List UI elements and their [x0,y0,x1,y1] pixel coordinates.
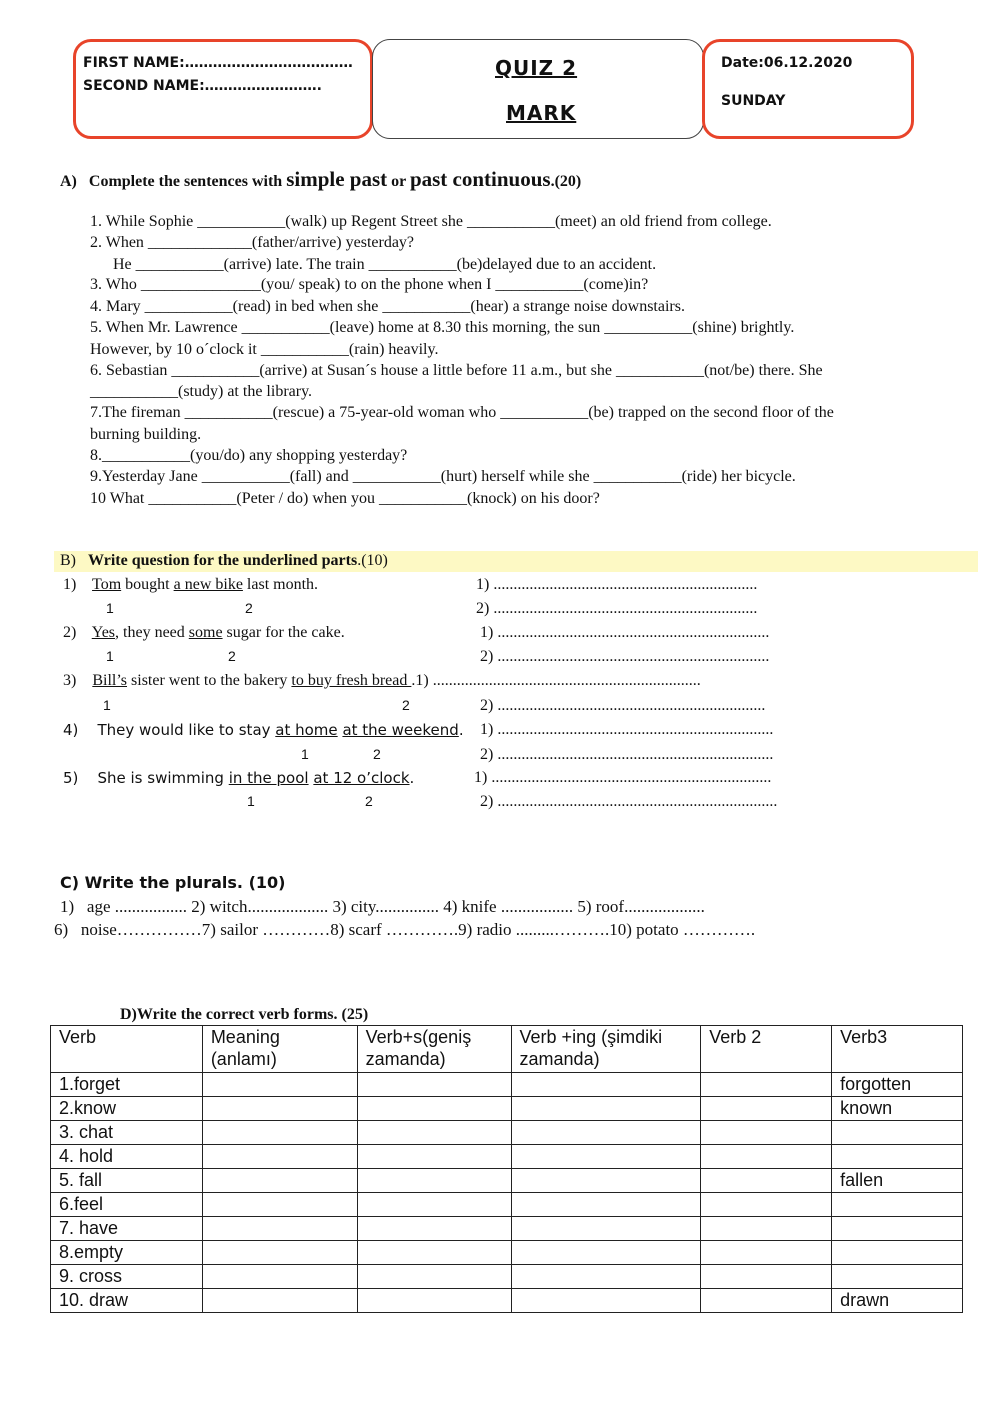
verb-ing-cell[interactable] [511,1193,701,1217]
date-text: Date:06.12.2020 [721,55,853,71]
verb2-cell[interactable] [701,1097,832,1121]
c-line-1-num: 1) [60,897,75,916]
b-item-2-u1: Yes [91,624,116,641]
b-item-1-s4: last month. [242,576,319,593]
b-item-4-num: 4) [63,721,79,739]
table-row [51,1241,963,1265]
verb3-cell[interactable] [832,1265,963,1289]
b-item-5-s4: . [409,769,415,787]
verb-s-cell[interactable] [357,1169,511,1193]
a-line-11: burning building. [90,426,202,443]
section-b-points: .(10) [357,552,388,569]
date-box [702,39,914,139]
b-item-5-u2: at 12 o’clock [313,769,410,787]
table-row [51,1193,963,1217]
b-item-3-answer-2[interactable]: 2) ................................................................... [480,697,766,714]
verb-cell: 3. chat [51,1121,203,1145]
header-meaning: Meaning (anlamı) [202,1026,357,1073]
b-item-2-u2: some [188,624,223,641]
b-item-1-u1: Tom [92,576,122,593]
b-item-3-u2: to buy fresh bread [291,672,412,689]
verb2-cell[interactable] [701,1289,832,1313]
b-marker-3-1: 1 [103,697,111,713]
section-c-title: C) Write the plurals. (10) [60,873,286,892]
verb2-cell[interactable] [701,1169,832,1193]
verb2-cell[interactable] [701,1121,832,1145]
verb2-cell[interactable] [701,1217,832,1241]
table-row [51,1121,963,1145]
verb2-cell[interactable] [701,1265,832,1289]
verb-s-cell[interactable] [357,1217,511,1241]
verb-cell: 6.feel [51,1193,203,1217]
verb-s-cell[interactable] [357,1121,511,1145]
verb-cell: 4. hold [51,1145,203,1169]
verb3-cell[interactable]: drawn [832,1289,963,1313]
header-verb-s: Verb+s(geniş zamanda) [357,1026,511,1073]
day-text: SUNDAY [721,93,786,109]
b-item-2-s2: , they need [115,624,189,641]
b-item-3 [63,672,701,690]
verb2-cell[interactable] [701,1145,832,1169]
mark-label: MARK [506,101,577,125]
b-item-1 [63,576,318,594]
section-a-title-pre: Complete the sentences with [88,173,283,190]
header-verb2: Verb 2 [701,1026,832,1073]
b-item-3-s4[interactable]: .1) ................................................................... [411,672,701,689]
section-a-simple: simple past [286,167,388,191]
meaning-cell[interactable] [202,1217,357,1241]
meaning-cell[interactable] [202,1097,357,1121]
b-item-5-answer-2[interactable]: 2) ...................................................................... [480,793,778,810]
verb-s-cell[interactable] [357,1241,511,1265]
b-item-2-answer-1[interactable]: 1) .................................................................... [480,624,770,641]
b-item-1-answer-2[interactable]: 2) .................................................................. [476,600,758,617]
verb-cell: 1.forget [51,1073,203,1097]
verb-cell: 7. have [51,1217,203,1241]
b-item-1-u2: a new bike [173,576,243,593]
a-line-3: He ___________(arrive) late. The train ___________(be)delayed due to an accident. [113,256,657,273]
verb-ing-cell[interactable] [511,1121,701,1145]
section-d-title: D)Write the correct verb forms. (25) [120,1006,369,1023]
verb2-cell[interactable] [701,1193,832,1217]
verb-cell: 8.empty [51,1241,203,1265]
verb-ing-cell[interactable] [511,1241,701,1265]
b-item-4 [63,721,464,739]
table-row [51,1145,963,1169]
verb3-cell[interactable] [832,1193,963,1217]
b-item-5-answer-1[interactable]: 1) ...................................................................... [474,769,772,786]
b-item-3-num: 3) [63,672,77,689]
b-marker-2-1: 1 [106,648,114,664]
c-line-2 [54,920,755,940]
second-name-field[interactable]: SECOND NAME:……………………. [83,78,322,94]
verb-ing-cell[interactable] [511,1217,701,1241]
verb-table [50,1025,963,1313]
a-line-5: 4. Mary ___________(read) in bed when she ___________(hear) a strange noise downstairs. [90,298,685,315]
meaning-cell[interactable] [202,1289,357,1313]
table-row [51,1169,963,1193]
b-item-4-s1: They would like to stay [97,721,276,739]
b-item-4-s4: . [458,721,464,739]
verb3-cell[interactable] [832,1217,963,1241]
b-item-2-answer-2[interactable]: 2) .................................................................... [480,648,770,665]
table-row [51,1289,963,1313]
a-line-8: 6. Sebastian ___________(arrive) at Susan´s house a little before 11 a.m., but she ___________(not/be) there. She [90,362,823,379]
section-b-label: B) [60,552,76,569]
a-line-7: However, by 10 o´clock it ___________(rain) heavily. [90,341,439,358]
b-item-4-u1: at home [275,721,338,739]
b-marker-4-1: 1 [301,746,309,762]
section-a-title [60,167,581,192]
b-marker-3-2: 2 [402,697,410,713]
verb3-cell[interactable] [832,1121,963,1145]
meaning-cell[interactable] [202,1145,357,1169]
b-item-5-u1: in the pool [228,769,309,787]
verb-ing-cell[interactable] [511,1289,701,1313]
meaning-cell[interactable] [202,1169,357,1193]
table-row [51,1265,963,1289]
verb3-cell[interactable] [832,1145,963,1169]
c-line-2-num: 6) [54,920,69,939]
table-row [51,1217,963,1241]
verb-cell: 9. cross [51,1265,203,1289]
b-item-1-s2: bought [121,576,174,593]
b-item-4-u2: at the weekend [342,721,459,739]
verb3-cell[interactable]: forgotten [832,1073,963,1097]
b-marker-1-1: 1 [106,600,114,616]
header-verb: Verb [51,1026,203,1073]
verb-ing-cell[interactable] [511,1145,701,1169]
verb-cell: 2.know [51,1097,203,1121]
verb3-cell[interactable]: known [832,1097,963,1121]
b-item-3-u1: Bill’s [92,672,128,689]
b-item-2 [63,624,345,642]
b-item-1-answer-1[interactable]: 1) .................................................................. [476,576,758,593]
verb-cell: 10. draw [51,1289,203,1313]
verb-ing-cell[interactable] [511,1097,701,1121]
b-item-4-answer-1[interactable]: 1) ..................................................................... [480,721,774,738]
a-line-4: 3. Who _______________(you/ speak) to on the phone when I ___________(come)in? [90,276,649,293]
verb-s-cell[interactable] [357,1265,511,1289]
c-line-1-text[interactable]: age ................. 2) witch................... 3) city............... 4) knife ................. 5) roof................... [86,897,705,916]
verb2-cell[interactable] [701,1073,832,1097]
b-item-5-s1: She is swimming [97,769,229,787]
meaning-cell[interactable] [202,1193,357,1217]
table-row [51,1073,963,1097]
verb-s-cell[interactable] [357,1073,511,1097]
b-item-2-s4: sugar for the cake. [222,624,345,641]
a-line-12: 8.___________(you/do) any shopping yesterday? [90,447,408,464]
verb-s-cell[interactable] [357,1289,511,1313]
a-line-1: 1. While Sophie ___________(walk) up Regent Street she ___________(meet) an old friend from college. [90,213,772,230]
b-marker-4-2: 2 [373,746,381,762]
a-line-2: 2. When _____________(father/arrive) yesterday? [90,234,415,251]
meaning-cell[interactable] [202,1241,357,1265]
b-item-5 [63,769,414,787]
section-a-label: A) [60,173,77,190]
verb-ing-cell[interactable] [511,1265,701,1289]
section-b-title [60,552,388,570]
meaning-cell[interactable] [202,1265,357,1289]
verb-ing-cell[interactable] [511,1073,701,1097]
quiz-title: QUIZ 2 [495,56,578,80]
a-line-13: 9.Yesterday Jane ___________(fall) and ___________(hurt) herself while she ___________(ride) her bicycle. [90,468,796,485]
section-a-or: or [391,173,406,190]
b-marker-5-1: 1 [247,793,255,809]
verb-table-header-row [51,1026,963,1073]
verb2-cell[interactable] [701,1241,832,1265]
verb-ing-cell[interactable] [511,1169,701,1193]
verb-s-cell[interactable] [357,1145,511,1169]
a-line-6: 5. When Mr. Lawrence ___________(leave) home at 8.30 this morning, the sun ___________(shine) brightly. [90,319,795,336]
verb3-cell[interactable]: fallen [832,1169,963,1193]
verb-s-cell[interactable] [357,1097,511,1121]
b-item-4-answer-2[interactable]: 2) ..................................................................... [480,746,774,763]
section-a-points: .(20) [550,173,582,190]
b-marker-1-2: 2 [245,600,253,616]
b-item-2-num: 2) [63,624,77,641]
section-b-title-text: Write question for the underlined parts [88,552,358,569]
c-line-2-text[interactable]: noise……………7) sailor …………8) scarf ………….9) radio .........……….10) potato …………. [80,920,756,939]
a-line-10: 7.The fireman ___________(rescue) a 75-year-old woman who ___________(be) trapped on the second floor of the [90,404,834,421]
table-row [51,1097,963,1121]
header-verb-ing: Verb +ing (şimdiki zamanda) [511,1026,701,1073]
verb-s-cell[interactable] [357,1193,511,1217]
first-name-field[interactable]: FIRST NAME:……………………………… [83,55,353,71]
a-line-9: ___________(study) at the library. [90,383,313,400]
verb-cell: 5. fall [51,1169,203,1193]
meaning-cell[interactable] [202,1121,357,1145]
c-line-1 [60,897,705,917]
a-line-14: 10 What ___________(Peter / do) when you ___________(knock) on his door? [90,490,600,507]
section-a-cont: past continuous [409,167,551,191]
b-item-1-num: 1) [63,576,77,593]
b-item-5-num: 5) [63,769,79,787]
b-item-3-s2: sister went to the bakery [127,672,292,689]
verb3-cell[interactable] [832,1241,963,1265]
meaning-cell[interactable] [202,1073,357,1097]
b-marker-2-2: 2 [228,648,236,664]
b-marker-5-2: 2 [365,793,373,809]
header-verb3: Verb3 [832,1026,963,1073]
